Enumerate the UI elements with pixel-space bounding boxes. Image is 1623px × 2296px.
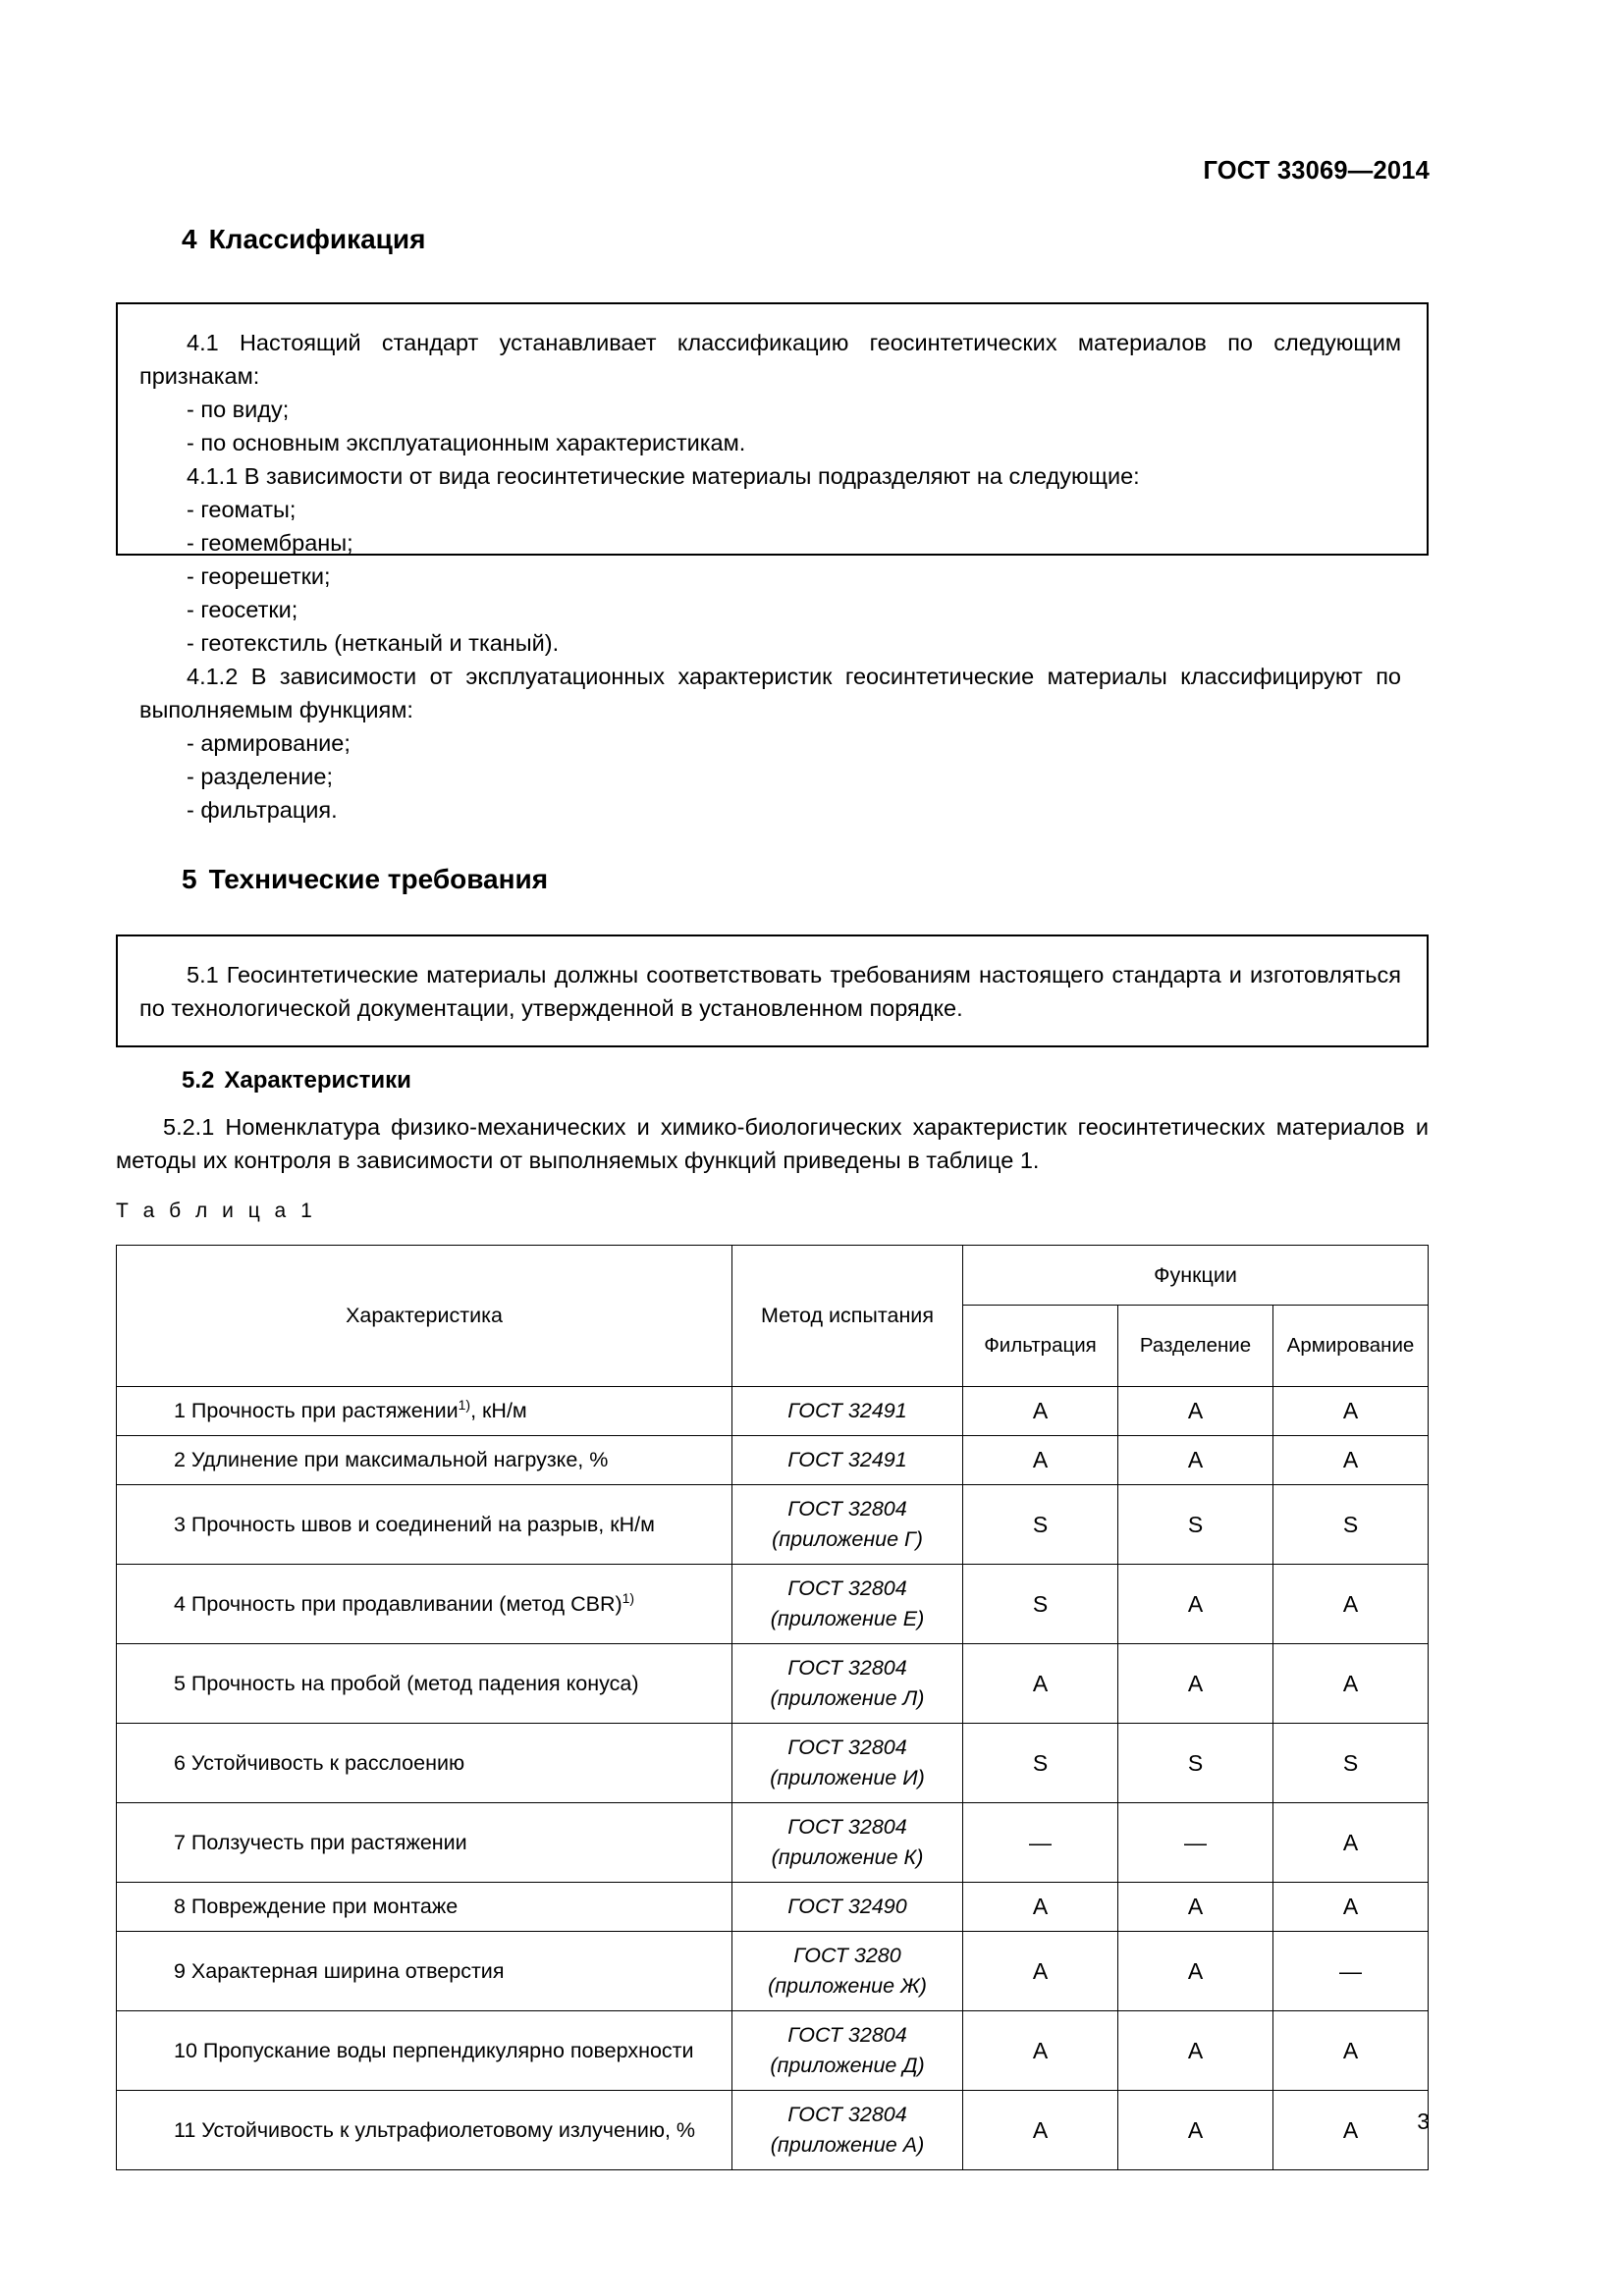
- cell-characteristic: 5 Прочность на пробой (метод падения конуса): [117, 1644, 732, 1724]
- cell-test-method: [732, 1724, 963, 1803]
- cell-filtration: A: [963, 1644, 1118, 1724]
- table-row: [117, 1387, 1429, 1436]
- cell-separation: A: [1118, 1932, 1273, 2011]
- table-header-row-1: [117, 1246, 1429, 1306]
- section-4-title: Классификация: [208, 224, 426, 254]
- column-header-filtration: Фильтрация: [963, 1306, 1118, 1387]
- section-4-heading: [182, 224, 425, 255]
- method-standard: ГОСТ 32490: [787, 1895, 907, 1918]
- technical-requirements-note-box: [116, 934, 1429, 1047]
- list-item-geonets: - геосетки;: [187, 597, 298, 622]
- list-item-geogrids: - георешетки;: [187, 563, 331, 589]
- subsection-5-2-title: Характеристики: [224, 1067, 411, 1094]
- method-annex: (приложение Ж): [768, 1974, 927, 1998]
- column-header-functions-group: Функции: [963, 1246, 1429, 1306]
- cell-test-method: [732, 1932, 963, 2011]
- cell-filtration: —: [963, 1803, 1118, 1883]
- cell-characteristic: 1 Прочность при растяжении$^{1)}$, кН/м: [117, 1387, 732, 1436]
- footnote-reference: 1): [622, 1589, 635, 1606]
- method-annex: (приложение Г): [772, 1527, 923, 1551]
- cell-test-method: [732, 1485, 963, 1565]
- subsection-5-2-number: 5.2: [182, 1067, 215, 1094]
- cell-separation: S: [1118, 1724, 1273, 1803]
- table-body: [117, 1387, 1429, 2170]
- list-item-vid: - по виду;: [187, 397, 290, 422]
- cell-filtration: S: [963, 1565, 1118, 1644]
- cell-characteristic: 7 Ползучесть при растяжении: [117, 1803, 732, 1883]
- cell-separation: A: [1118, 2011, 1273, 2091]
- column-header-separation: Разделение: [1118, 1306, 1273, 1387]
- cell-separation: S: [1118, 1485, 1273, 1565]
- method-annex: (приложение И): [770, 1766, 925, 1789]
- method-standard: ГОСТ 3280: [793, 1944, 901, 1967]
- cell-reinforcement: S: [1273, 1485, 1429, 1565]
- method-annex: (приложение К): [771, 1845, 924, 1869]
- cell-filtration: A: [963, 1932, 1118, 2011]
- footnote-reference: 1): [458, 1396, 471, 1413]
- method-standard: ГОСТ 32491: [787, 1448, 907, 1471]
- cell-filtration: S: [963, 1724, 1118, 1803]
- list-item-characteristics: - по основным эксплуатационным характеристикам.: [187, 430, 746, 455]
- table-row: [117, 1565, 1429, 1644]
- paragraph-4-1: 4.1 Настоящий стандарт устанавливает классификацию геосинтетических материалов по следующим признакам:: [139, 330, 1401, 389]
- cell-filtration: A: [963, 2011, 1118, 2091]
- section-4-number: 4: [182, 224, 197, 254]
- cell-test-method: [732, 2011, 963, 2091]
- method-annex: (приложение Е): [770, 1607, 925, 1630]
- table-header: [117, 1246, 1429, 1387]
- cell-filtration: A: [963, 2091, 1118, 2170]
- list-item-geotextile: - геотекстиль (нетканый и тканый).: [187, 630, 560, 656]
- cell-test-method: [732, 1883, 963, 1932]
- cell-characteristic: 2 Удлинение при максимальной нагрузке, %: [117, 1436, 732, 1485]
- cell-reinforcement: S: [1273, 1724, 1429, 1803]
- cell-reinforcement: A: [1273, 1644, 1429, 1724]
- column-header-reinforcement: Армирование: [1273, 1306, 1429, 1387]
- cell-filtration: A: [963, 1436, 1118, 1485]
- cell-reinforcement: —: [1273, 1932, 1429, 2011]
- cell-reinforcement: A: [1273, 2011, 1429, 2091]
- table-row: [117, 2011, 1429, 2091]
- method-annex: (приложение А): [770, 2133, 925, 2157]
- cell-test-method: [732, 1436, 963, 1485]
- cell-characteristic: 6 Устойчивость к расслоению: [117, 1724, 732, 1803]
- section-5-heading: [182, 864, 548, 895]
- cell-reinforcement: A: [1273, 1387, 1429, 1436]
- subsection-5-2-heading: [182, 1067, 411, 1095]
- method-standard: ГОСТ 32804: [787, 1815, 907, 1839]
- cell-reinforcement: A: [1273, 1803, 1429, 1883]
- method-standard: ГОСТ 32491: [787, 1399, 907, 1422]
- table-1-characteristics: [116, 1245, 1429, 2170]
- cell-separation: A: [1118, 2091, 1273, 2170]
- cell-characteristic: 3 Прочность швов и соединений на разрыв, кН/м: [117, 1485, 732, 1565]
- cell-separation: A: [1118, 1644, 1273, 1724]
- table-1-caption: Т а б л и ц а 1: [116, 1200, 317, 1222]
- method-standard: ГОСТ 32804: [787, 1576, 907, 1600]
- cell-filtration: S: [963, 1485, 1118, 1565]
- cell-characteristic: 9 Характерная ширина отверстия: [117, 1932, 732, 2011]
- method-standard: ГОСТ 32804: [787, 1656, 907, 1680]
- classification-note-box: [116, 302, 1429, 823]
- cell-separation: —: [1118, 1803, 1273, 1883]
- document-standard-reference: ГОСТ 33069—2014: [1203, 157, 1430, 185]
- table-row: [117, 1724, 1429, 1803]
- cell-test-method: [732, 1803, 963, 1883]
- method-standard: ГОСТ 32804: [787, 2103, 907, 2126]
- method-annex: (приложение Д): [770, 2054, 925, 2077]
- table-row: [117, 1803, 1429, 1883]
- list-item-separation: - разделение;: [187, 764, 333, 789]
- cell-separation: A: [1118, 1436, 1273, 1485]
- paragraph-4-1-1: 4.1.1 В зависимости от вида геосинтетические материалы подразделяют на следующие:: [187, 463, 1140, 489]
- table-row: [117, 2091, 1429, 2170]
- table-row: [117, 1436, 1429, 1485]
- cell-test-method: [732, 1387, 963, 1436]
- list-item-geomembranes: - геомембраны;: [187, 530, 353, 556]
- column-header-characteristic: Характеристика: [117, 1246, 732, 1387]
- list-item-filtration: - фильтрация.: [187, 797, 338, 823]
- method-standard: ГОСТ 32804: [787, 1735, 907, 1759]
- cell-reinforcement: A: [1273, 1565, 1429, 1644]
- table-row: [117, 1932, 1429, 2011]
- page-number: 3: [1417, 2109, 1430, 2134]
- table-row: [117, 1485, 1429, 1565]
- method-standard: ГОСТ 32804: [787, 2023, 907, 2047]
- cell-separation: A: [1118, 1565, 1273, 1644]
- list-item-reinforcement: - армирование;: [187, 730, 351, 756]
- cell-characteristic: 10 Пропускание воды перпендикулярно поверхности: [117, 2011, 732, 2091]
- cell-filtration: A: [963, 1883, 1118, 1932]
- cell-separation: A: [1118, 1387, 1273, 1436]
- cell-test-method: [732, 2091, 963, 2170]
- method-standard: ГОСТ 32804: [787, 1497, 907, 1521]
- section-5-title: Технические требования: [208, 864, 549, 894]
- table-row: [117, 1644, 1429, 1724]
- cell-reinforcement: A: [1273, 2091, 1429, 2170]
- cell-reinforcement: A: [1273, 1436, 1429, 1485]
- column-header-test-method: Метод испытания: [732, 1246, 963, 1387]
- paragraph-5-1: 5.1 Геосинтетические материалы должны соответствовать требованиям настоящего стандарта и изготовляться по технологической документации, утвержденной в установленном порядке.: [139, 962, 1401, 1021]
- section-5-number: 5: [182, 864, 197, 894]
- cell-separation: A: [1118, 1883, 1273, 1932]
- cell-reinforcement: A: [1273, 1883, 1429, 1932]
- table-row: [117, 1883, 1429, 1932]
- cell-characteristic: 11 Устойчивость к ультрафиолетовому излучению, %: [117, 2091, 732, 2170]
- paragraph-4-1-2: 4.1.2 В зависимости от эксплуатационных характеристик геосинтетические материалы классифицируют по выполняемым функциям:: [139, 664, 1401, 722]
- cell-characteristic: 4 Прочность при продавливании (метод CBR)$^{1)}$: [117, 1565, 732, 1644]
- list-item-geomats: - геоматы;: [187, 497, 297, 522]
- method-annex: (приложение Л): [770, 1686, 925, 1710]
- cell-filtration: A: [963, 1387, 1118, 1436]
- cell-test-method: [732, 1565, 963, 1644]
- paragraph-5-2-1: 5.2.1 Номенклатура физико-механических и химико-биологических характеристик геосинтетических материалов и методы их контроля в зависимости от выполняемых функций приведены в таблице 1.: [116, 1114, 1429, 1173]
- cell-characteristic: 8 Повреждение при монтаже: [117, 1883, 732, 1932]
- cell-test-method: [732, 1644, 963, 1724]
